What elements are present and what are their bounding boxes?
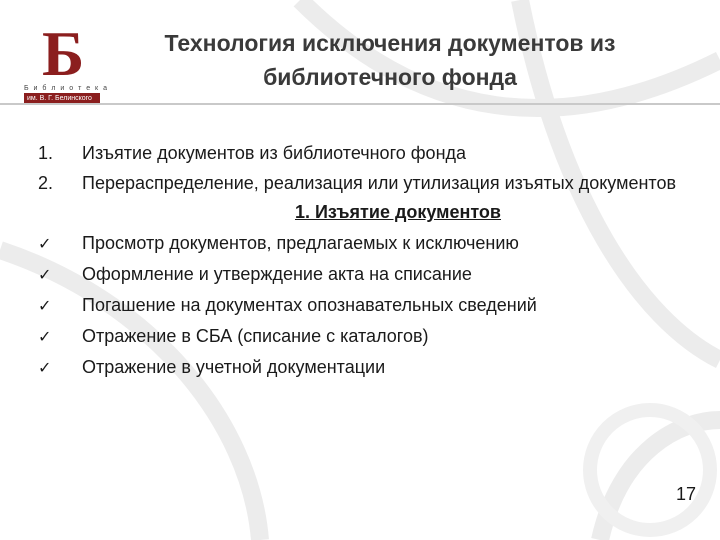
slide-title-line-1: Технология исключения документов из (164, 30, 616, 56)
header-divider (0, 103, 720, 105)
checklist-item (38, 321, 708, 352)
slide-title (110, 26, 670, 94)
slide-body (38, 138, 708, 383)
list-number: 1. (38, 143, 54, 163)
list-item-text: Перераспределение, реализация или утилизация изъятых документов (82, 173, 677, 193)
list-number: 2. (38, 173, 54, 193)
logo-caption: Б и б л и о т е к а (24, 85, 109, 92)
checkmark-icon: ✓ (38, 265, 52, 284)
logo-name-banner: им. В. Г. Белинского (24, 93, 100, 104)
section-subheading: 1. Изъятие документов (294, 202, 501, 222)
checklist-item (38, 228, 708, 259)
checkmark-icon: ✓ (38, 296, 52, 315)
slide-title-line-2: библиотечного фонда (263, 64, 517, 90)
checklist-item (38, 259, 708, 290)
checkmark-icon: ✓ (38, 234, 52, 253)
logo-glyph: Б (42, 18, 83, 89)
checkmark-icon: ✓ (38, 358, 52, 377)
numbered-item (38, 138, 708, 169)
checklist-item (38, 290, 708, 321)
page-number: 17 (675, 484, 696, 504)
checklist-item (38, 352, 708, 383)
checklist-item-text: Отражение в учетной документации (82, 357, 386, 377)
list-item-text: Изъятие документов из библиотечного фонда (82, 143, 467, 163)
checklist-item-text: Просмотр документов, предлагаемых к исключению (82, 233, 519, 253)
checklist-item-text: Отражение в СБА (списание с каталогов) (82, 326, 429, 346)
checkmark-icon: ✓ (38, 327, 52, 346)
library-logo (22, 18, 109, 102)
checklist-item-text: Оформление и утверждение акта на списание (82, 264, 472, 284)
numbered-item (38, 169, 708, 197)
checklist-item-text: Погашение на документах опознавательных сведений (82, 295, 537, 315)
